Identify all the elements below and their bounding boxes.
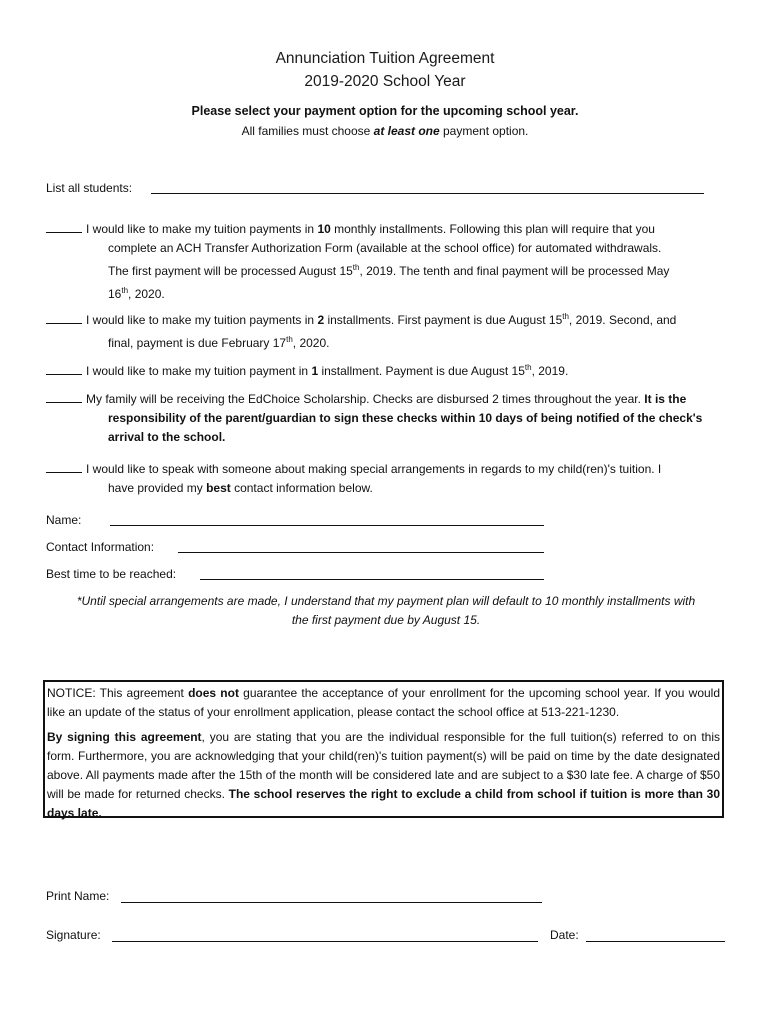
best-time-label: Best time to be reached: — [46, 567, 177, 581]
best-time-input-line[interactable] — [200, 579, 544, 580]
notice-paragraph: NOTICE: This agreement does not guarantee the acceptance of your enrollment for the upcoming school year. If you would like an update of the status of your enrollment application, please contact the school office at 513-221-1230. — [47, 686, 721, 719]
signing-agreement-paragraph: By signing this agreement, you are stating that you are the individual responsible for the full tuition(s) referred to on this form. Furthermore, you are acknowledging that your child(ren)'s tuition payment(s) will be paid on time by the date designated above. All payments made after the 15th of the month will be considered late and are subject to a $30 late fee. A charge of $50 will be made for returned checks. The school reserves the right to exclude a child from school if tuition is more than 30 days late. — [47, 730, 721, 820]
signature-input-line[interactable] — [112, 941, 538, 942]
students-input-line[interactable] — [151, 193, 704, 194]
option-2-installments: I would like to make my tuition payments in 2 installments. First payment is due August 15th, 2019. Second, and final, payment is due February 17th, 2020. — [46, 307, 726, 353]
default-plan-note: *Until special arrangements are made, I understand that my payment plan will default to 10 monthly installments with the first payment due by August 15. — [76, 594, 696, 627]
option-edchoice-checkbox-line[interactable] — [46, 391, 82, 403]
instruction-heading: Please select your payment option for the upcoming school year. — [191, 104, 579, 118]
print-name-input-line[interactable] — [121, 902, 542, 903]
print-name-label: Print Name: — [46, 889, 110, 903]
signature-label: Signature: — [46, 928, 101, 942]
students-label: List all students: — [46, 181, 133, 195]
school-year: 2019-2020 School Year — [304, 73, 466, 90]
option-special-arrangements: I would like to speak with someone about making special arrangements in regards to my child(ren)'s tuition. I have provided my best contact information below. — [46, 460, 726, 498]
option-1-checkbox-line[interactable] — [46, 363, 82, 375]
name-input-line[interactable] — [110, 525, 544, 526]
document-title: Annunciation Tuition Agreement — [275, 50, 495, 67]
contact-info-label: Contact Information: — [46, 540, 155, 554]
option-edchoice: My family will be receiving the EdChoice Scholarship. Checks are disbursed 2 times throughout the year. It is the responsibility of the parent/guardian to sign these checks within 10 days of being notified of the check's arrival to the school. — [46, 390, 726, 447]
contact-info-input-line[interactable] — [178, 552, 544, 553]
option-10-installments: I would like to make my tuition payments in 10 monthly installments. Following this plan will require that you complete an ACH Transfer Authorization Form (available at the school office) for automated withdrawals. The first payment will be processed August 15th, 2019. The tenth and final payment will be processed May 16th, 2020. — [46, 220, 726, 304]
option-1-installment: I would like to make my tuition payment in 1 installment. Payment is due August 15th, 2019. — [46, 358, 726, 381]
option-special-checkbox-line[interactable] — [46, 461, 82, 473]
option-2-checkbox-line[interactable] — [46, 312, 82, 324]
notice-box — [43, 680, 724, 818]
date-label: Date: — [550, 928, 579, 942]
date-input-line[interactable] — [586, 941, 725, 942]
option-10-checkbox-line[interactable] — [46, 221, 82, 233]
instruction-note: All families must choose at least one payment option. — [241, 124, 529, 138]
name-label: Name: — [46, 513, 82, 527]
